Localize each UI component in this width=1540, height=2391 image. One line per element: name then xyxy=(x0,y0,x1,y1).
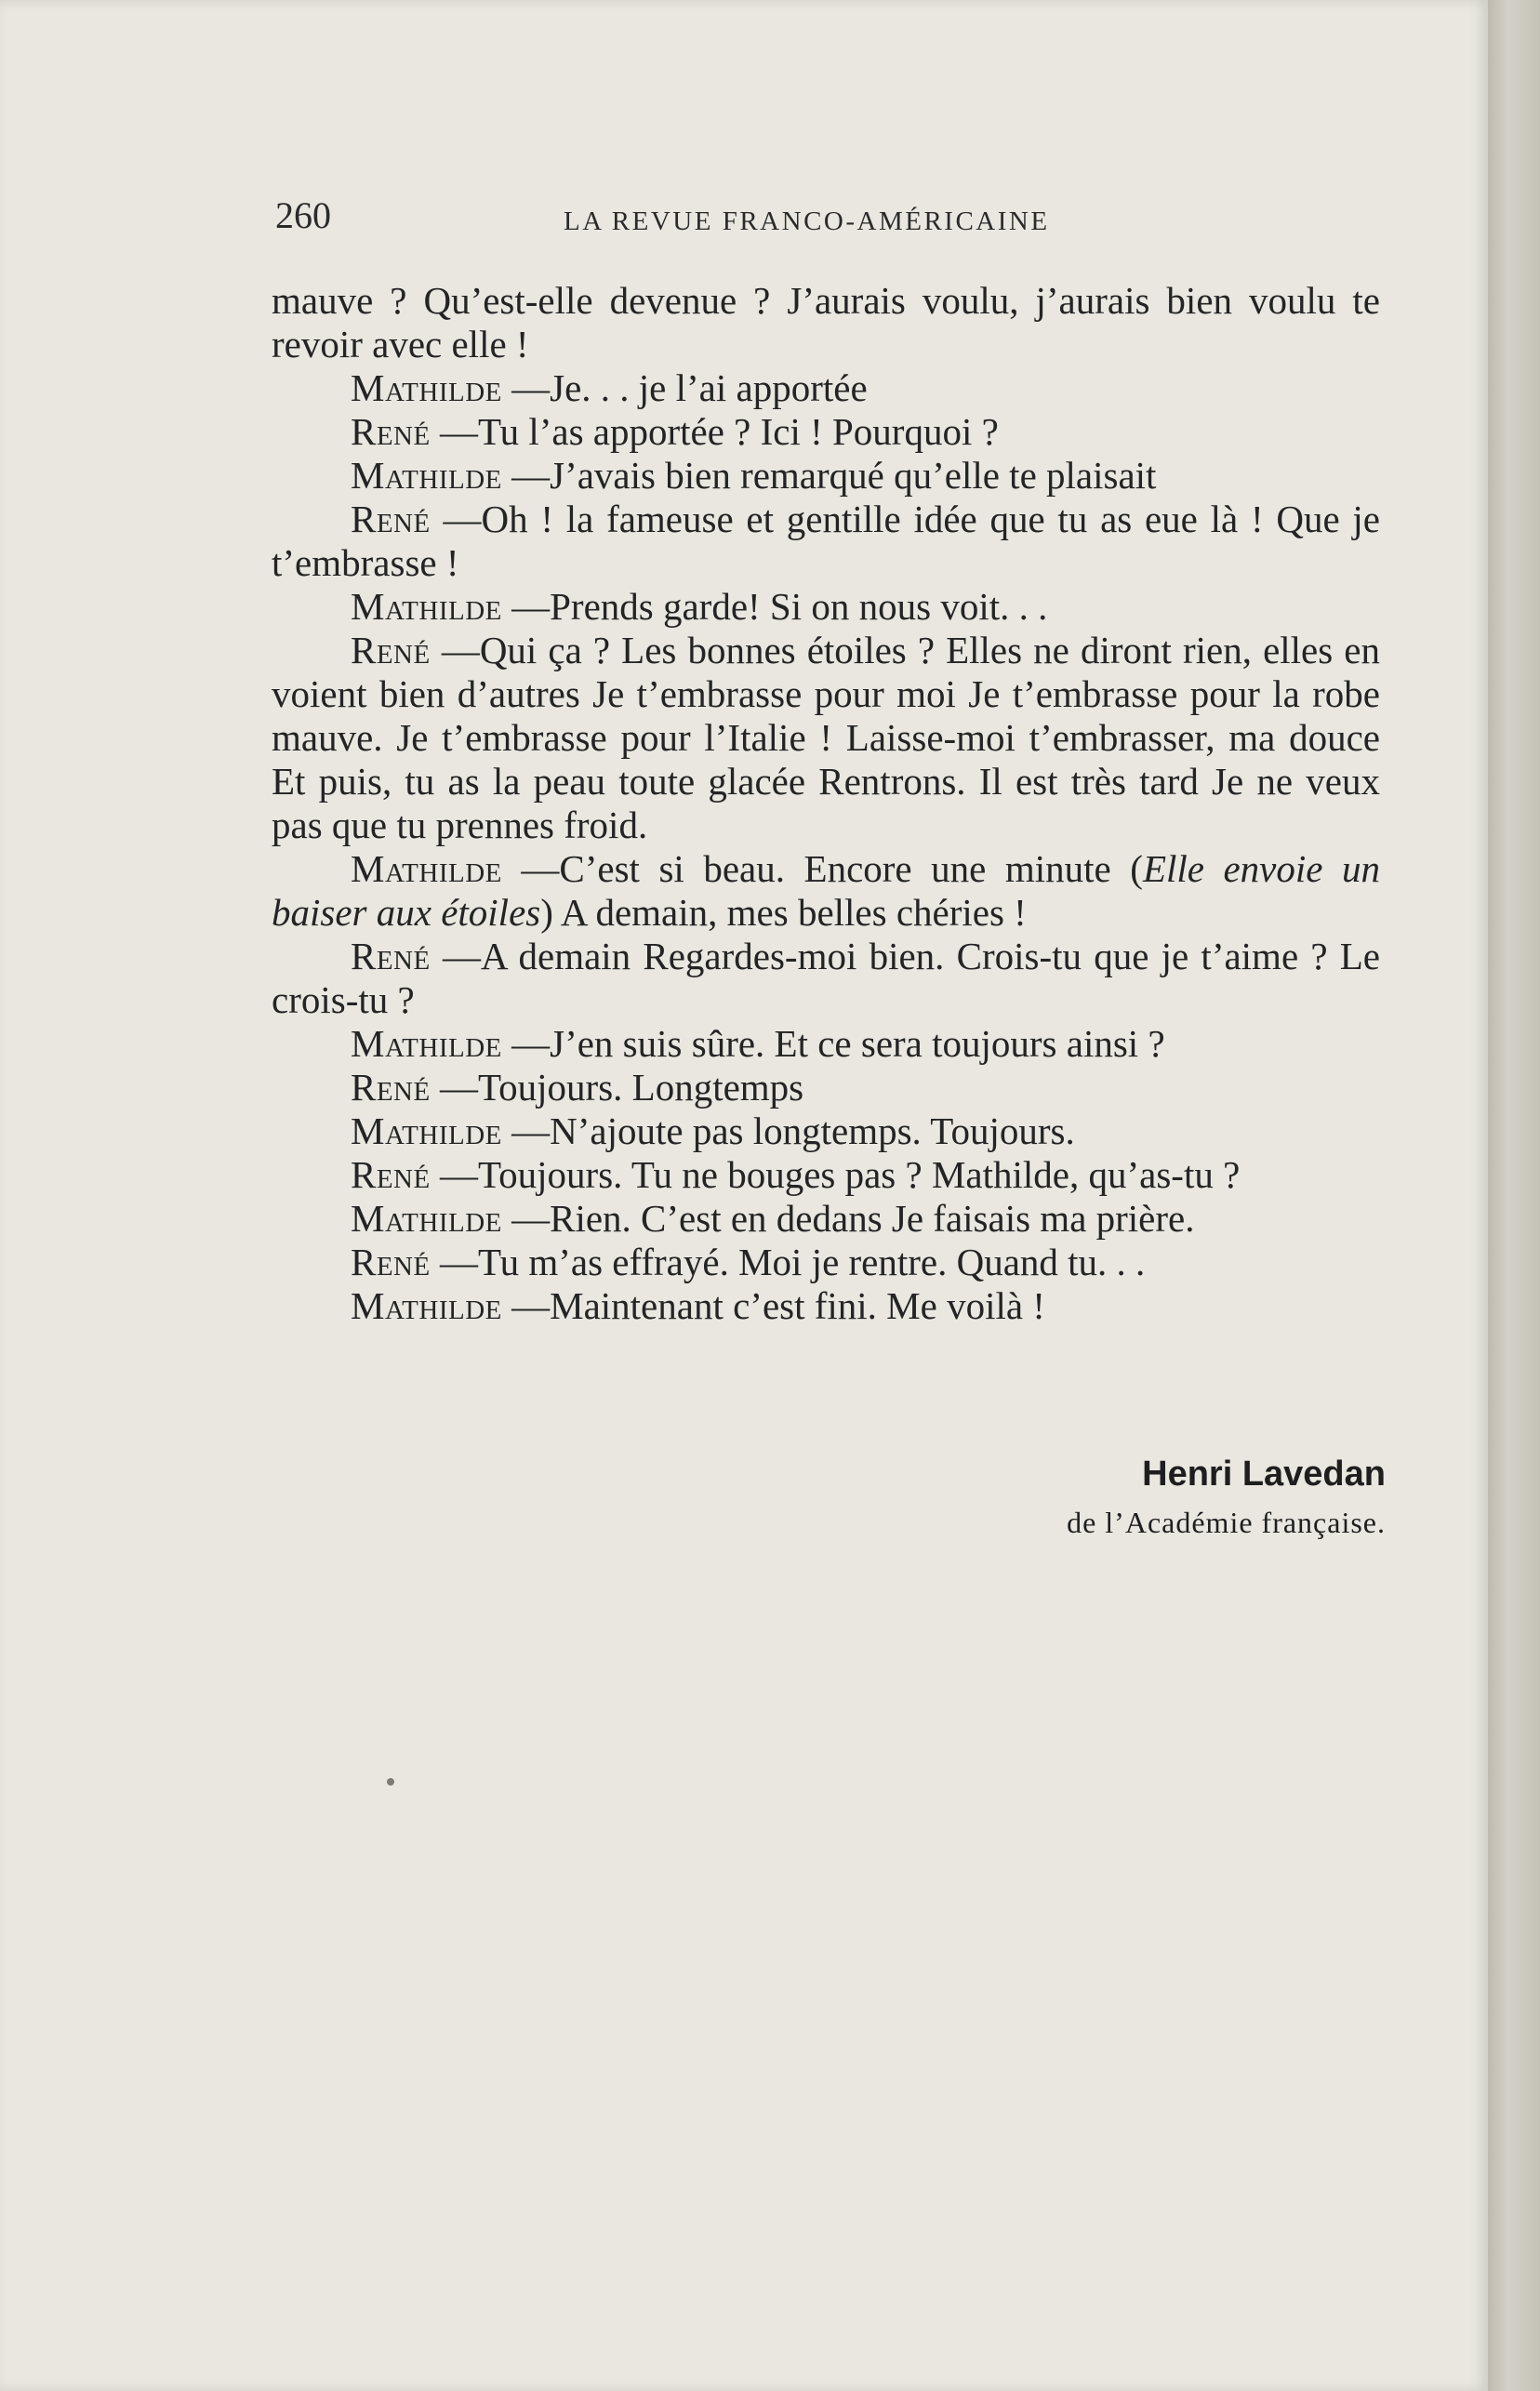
line-text: —Oh ! la fameuse et gentille idée que tu as eue là ! Que je t’embrasse ! xyxy=(272,498,1380,584)
speaker-name: Mathilde xyxy=(351,1022,502,1065)
speaker-name: René xyxy=(351,1241,431,1283)
author-name: Henri Lavedan xyxy=(1142,1455,1386,1494)
line-text: —J’avais bien remarqué qu’elle te plaisait xyxy=(511,454,1157,497)
dialogue-line xyxy=(272,1109,1380,1153)
paper-speck xyxy=(387,1778,394,1786)
line-text: —Toujours. Tu ne bouges pas ? Mathilde, qu’as-tu ? xyxy=(439,1153,1241,1196)
speaker-name: René xyxy=(351,629,431,671)
author-signature xyxy=(976,1451,1386,1548)
page-header xyxy=(275,193,1099,242)
dialogue-line xyxy=(272,1197,1380,1241)
running-title: LA REVUE FRANCO-AMÉRICAINE xyxy=(564,206,1050,236)
dialogue-line xyxy=(272,454,1380,498)
speaker-name: René xyxy=(351,1066,431,1109)
page-number: 260 xyxy=(275,194,331,236)
line-text: —Qui ça ? Les bonnes étoiles ? Elles ne diront rien, elles en voient bien d’autres Je t’embrasse pour moi Je t’embrasse pour la robe mauve. Je t’embrasse pour l’Italie ! Laisse-moi t’embrasser, ma douce Et puis, tu as la peau toute glacée Rentrons. Il est très tard Je ne veux pas que tu prennes froid. xyxy=(272,629,1380,846)
speaker-name: Mathilde xyxy=(351,1284,502,1327)
dialogue-line xyxy=(272,366,1380,410)
line-text: —Prends garde! Si on nous voit. . . xyxy=(511,585,1048,628)
paragraph-text: mauve ? Qu’est-elle devenue ? J’aurais voulu, j’aurais bien voulu te revoir avec elle ! xyxy=(272,279,1380,365)
line-text: —Je. . . je l’ai apportée xyxy=(511,366,868,409)
dialogue-line xyxy=(272,629,1380,847)
speaker-name: René xyxy=(351,498,431,540)
speaker-name: Mathilde xyxy=(351,366,502,409)
dialogue-line xyxy=(272,410,1380,454)
speaker-name: Mathilde xyxy=(351,585,502,628)
line-text: —Tu m’as effrayé. Moi je rentre. Quand tu. . . xyxy=(439,1241,1146,1283)
dialogue-line xyxy=(272,1066,1380,1109)
line-text: —Rien. C’est en dedans Je faisais ma prière. xyxy=(511,1197,1195,1240)
line-text: —J’en suis sûre. Et ce sera toujours ainsi ? xyxy=(511,1022,1165,1065)
dialogue-text xyxy=(272,279,1380,1328)
line-text: —N’ajoute pas longtemps. Toujours. xyxy=(511,1109,1075,1152)
speaker-name: Mathilde xyxy=(351,847,502,890)
paragraph xyxy=(272,279,1380,366)
dialogue-line xyxy=(272,498,1380,585)
dialogue-line xyxy=(272,1153,1380,1197)
line-text: ) A demain, mes belles chéries ! xyxy=(540,891,1027,934)
dialogue-line xyxy=(272,935,1380,1022)
dialogue-line xyxy=(272,847,1380,935)
dialogue-line xyxy=(272,1022,1380,1066)
dialogue-line xyxy=(272,1241,1380,1284)
line-text: —Tu l’as apportée ? Ici ! Pourquoi ? xyxy=(439,410,999,453)
speaker-name: René xyxy=(351,410,431,453)
dialogue-line xyxy=(272,585,1380,629)
stage-direction: Elle envoie un baiser aux étoiles xyxy=(272,847,1381,934)
speaker-name: René xyxy=(351,935,431,977)
speaker-name: Mathilde xyxy=(351,1109,502,1152)
line-text: —A demain Regardes-moi bien. Crois-tu que je t’aime ? Le crois-tu ? xyxy=(272,935,1381,1021)
speaker-name: René xyxy=(351,1153,431,1196)
author-affiliation: de l’Académie française. xyxy=(1067,1506,1386,1539)
line-text: —C’est si beau. Encore une minute ( xyxy=(521,847,1143,890)
page-edge xyxy=(1488,0,1540,2391)
line-text: —Toujours. Longtemps xyxy=(439,1066,804,1109)
line-text: —Maintenant c’est fini. Me voilà ! xyxy=(511,1284,1045,1327)
speaker-name: Mathilde xyxy=(351,1197,502,1240)
speaker-name: Mathilde xyxy=(351,454,502,497)
dialogue-line xyxy=(272,1284,1380,1328)
